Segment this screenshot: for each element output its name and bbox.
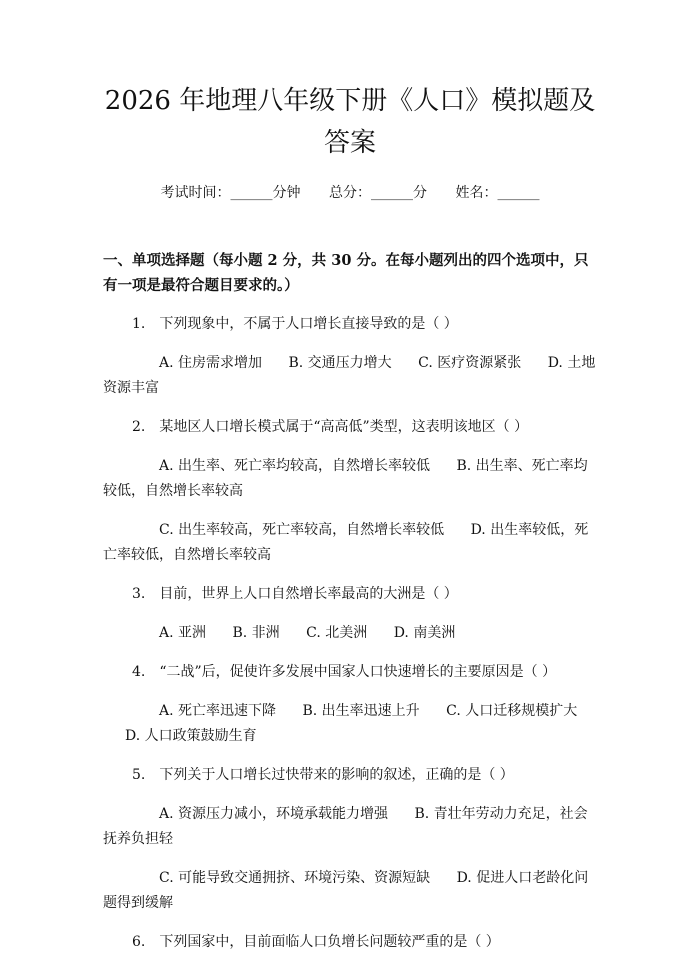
answer-option: A. 住房需求增加 — [159, 355, 263, 371]
section-heading: 一、单项选择题（每小题 2 分，共 30 分。在每小题列出的四个选项中，只有一项是最符合题目要求的。） — [103, 252, 589, 294]
option-line — [103, 866, 597, 916]
option-line — [103, 802, 597, 852]
answer-option: B. 出生率、死亡率均较低，自然增长率较高 — [103, 458, 588, 499]
answer-option: D. 南美洲 — [393, 625, 456, 641]
answer-option: D. 土地资源丰富 — [103, 355, 596, 396]
answer-option: C. 北美洲 — [306, 625, 368, 641]
question-stem: 2. 某地区人口增长模式属于“高高低”类型，这表明该地区（ ） — [132, 419, 529, 435]
answer-option: A. 亚洲 — [159, 625, 207, 641]
answer-option: B. 交通压力增大 — [288, 355, 392, 371]
answer-option: C. 人口迁移规模扩大 — [446, 703, 578, 719]
question-stem: 4. “二战”后，促使许多发展中国家人口快速增长的主要原因是（ ） — [132, 664, 557, 680]
question-stem: 6. 下列国家中，目前面临人口负增长问题较严重的是（ ） — [132, 934, 500, 950]
answer-option: B. 出生率迅速上升 — [302, 703, 420, 719]
question-stem: 1. 下列现象中，不属于人口增长直接导致的是（ ） — [132, 316, 458, 332]
option-line — [103, 454, 597, 504]
document-title: 2026 年地理八年级下册《人口》模拟题及答案 — [104, 86, 596, 158]
answer-option: B. 青壮年劳动力充足，社会抚养负担轻 — [103, 806, 588, 847]
answer-option: A. 死亡率迅速下降 — [159, 703, 277, 719]
student-name-field: 姓名：______ — [455, 185, 540, 201]
answer-option: A. 出生率、死亡率均较高，自然增长率较低 — [159, 458, 431, 474]
exam-time-field: 考试时间：______分钟 — [160, 185, 301, 201]
answer-option: C. 可能导致交通拥挤、环境污染、资源短缺 — [159, 870, 431, 886]
total-score-field: 总分：______分 — [329, 185, 427, 201]
option-line — [103, 621, 597, 646]
question-list — [103, 312, 597, 955]
answer-option: B. 非洲 — [232, 625, 280, 641]
answer-option: D. 人口政策鼓励生育 — [125, 728, 257, 744]
exam-info-line — [103, 182, 597, 202]
option-line — [103, 518, 597, 568]
answer-option: D. 促进人口老龄化问题得到缓解 — [103, 870, 589, 911]
option-line — [103, 351, 597, 401]
answer-option: C. 医疗资源紧张 — [418, 355, 522, 371]
answer-option: A. 资源压力减小，环境承载能力增强 — [159, 806, 389, 822]
question-stem: 5. 下列关于人口增长过快带来的影响的叙述，正确的是（ ） — [132, 767, 514, 783]
answer-option: D. 出生率较低，死亡率较低，自然增长率较高 — [103, 522, 589, 563]
question-stem: 3. 目前，世界上人口自然增长率最高的大洲是（ ） — [132, 586, 458, 602]
answer-option: C. 出生率较高，死亡率较高，自然增长率较低 — [159, 522, 445, 538]
option-line — [103, 699, 597, 749]
